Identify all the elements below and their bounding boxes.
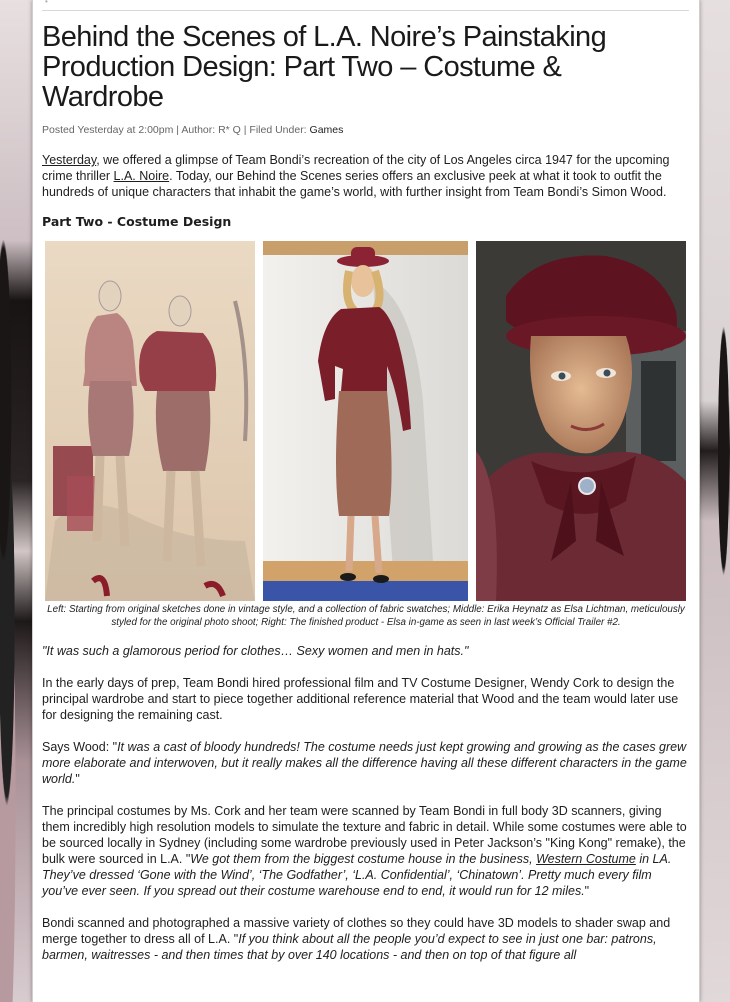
top-divider	[42, 10, 689, 11]
in-game-render-image	[476, 241, 686, 601]
yesterday-link[interactable]: Yesterday	[42, 153, 97, 167]
background-art-left	[0, 0, 34, 1002]
top-ellipsis-icon: •	[45, 0, 48, 6]
photo-caption: Left: Starting from original sketches done in vintage style, and a collection of fabric swatches; Middle: Erika Heynatz as Elsa Lichtman, meticulously styled for the original photo shoot; Right: The finished product - Elsa in-game as seen in last week’s Official Trailer #2.	[47, 604, 685, 628]
pull-quote: "It was such a glamorous period for clothes… Sexy women and men in hats."	[42, 644, 469, 658]
section-heading: Part Two - Costume Design	[42, 214, 232, 229]
post-meta-text: Posted Yesterday at 2:00pm | Author: R* Q | Filed Under:	[42, 124, 310, 136]
la-noire-link[interactable]: L.A. Noire	[113, 169, 170, 183]
paragraph-shader-swap: Bondi scanned and photographed a massive variety of clothes so they could have 3D models to shader swap and merge together to dress all of L.A. "If you think about all the people you’d expect to see in just one bar: patrons, barmen, waitresses - and then times that by over 140 locations - and then on top of that figure all	[42, 916, 671, 962]
intro-paragraph	[42, 152, 690, 200]
intro-text-1: , we offered a glimpse of Team Bondi’s recreation of the city of Los Angeles circa 1947 for the upcoming crime thriller	[42, 153, 670, 183]
article-title: Behind the Scenes of L.A. Noire’s Painstaking Production Design: Part Two – Costume & Wardrobe	[42, 21, 607, 113]
western-costume-link[interactable]: Western Costume	[536, 852, 636, 866]
background-art-right	[698, 0, 730, 1002]
photo-shoot-image	[263, 241, 468, 601]
article-page	[32, 0, 700, 1002]
post-meta	[42, 124, 690, 136]
paragraph-wardrobe-prep: In the early days of prep, Team Bondi hired professional film and TV Costume Designer, Wendy Cork to design the principal wardrobe and start to piece together additional reference material that Wood and the team would later use for designing the remaining cast.	[42, 676, 679, 722]
costume-sketch-image	[45, 241, 255, 601]
paragraph-scanning: The principal costumes by Ms. Cork and her team were scanned by Team Bondi in full body 3D scanners, giving them incredibly high resolution models to simulate the texture and fabric in detail. While some costumes were able to be sourced locally in Sydney (including some wardrobe previously used in Peter Jackson’s "King Kong" remake), the bulk were sourced in L.A. "We got them from the biggest costume house in the business, Western Costume in LA. They’ve dressed ‘Gone with the Wind’, ‘The Godfather’, ‘L.A. Confidential’, ‘Chinatown’. Pretty much every film you’ve ever seen. If you spread out their costume warehouse end to end, it would run for 12 miles."	[42, 804, 687, 898]
category-link[interactable]: Games	[309, 124, 344, 136]
intro-text-2: . Today, our Behind the Scenes series offers an exclusive peek at what it took to outfit the hundreds of unique characters that inhabit the game’s world, with further insight from Team Bondi’s Simon Wood.	[42, 169, 667, 199]
paragraph-says-wood: Says Wood: "It was a cast of bloody hundreds! The costume needs just kept growing and growing as the cases grew more elaborate and interwoven, but it really makes all the difference having all these different characters in the game world."	[42, 740, 687, 786]
photo-strip	[42, 241, 690, 601]
article-body	[42, 22, 690, 963]
